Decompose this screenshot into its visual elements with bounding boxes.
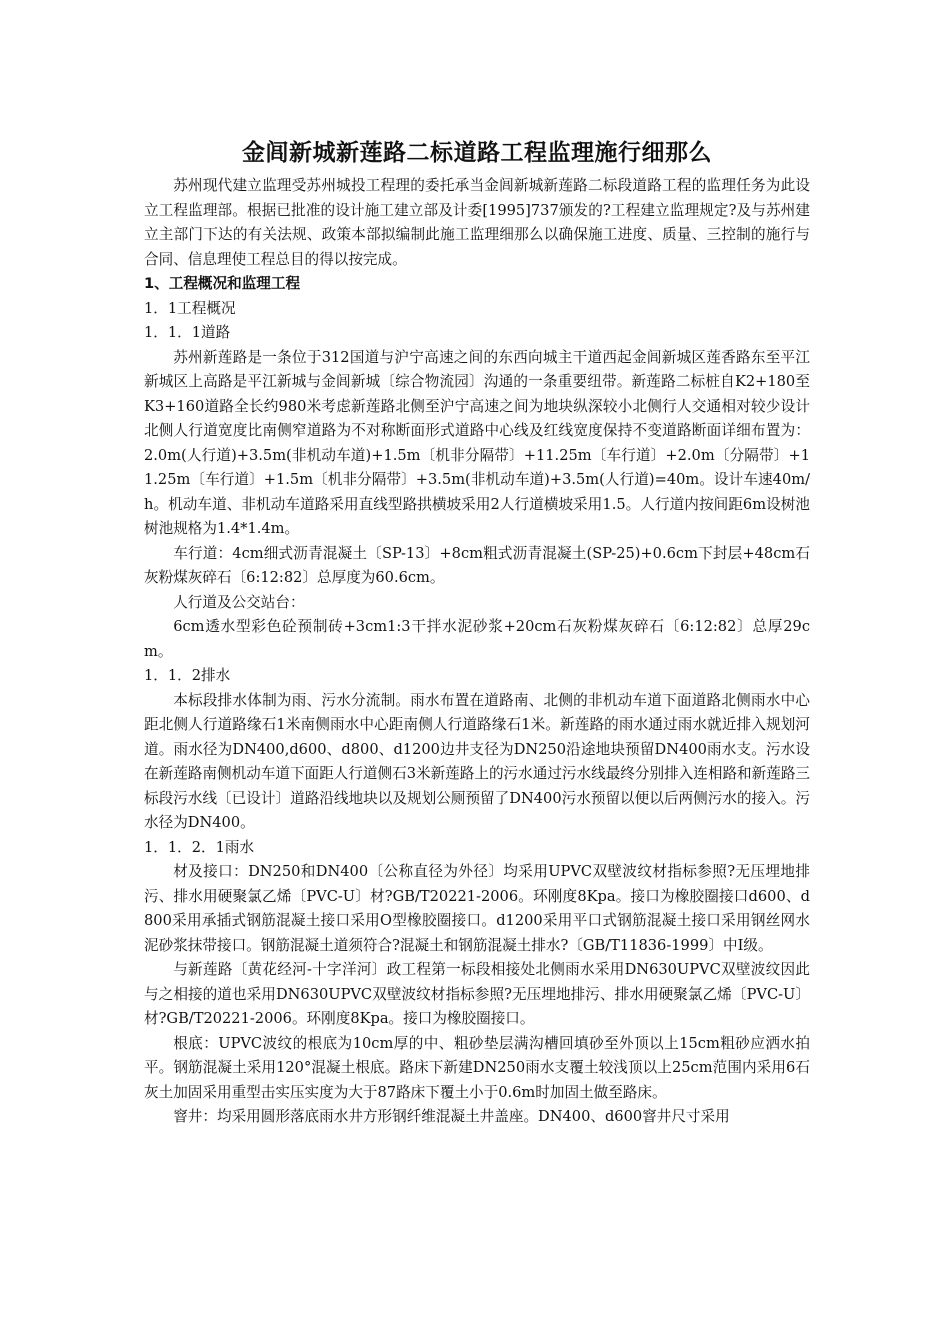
rainwater-paragraph-1: 材及接口：DN250和DN400〔公称直径为外径〕均采用UPVC双壁波纹材指标参照?无压埋地排污、排水用硬聚氯乙烯〔PVC-U〕材?GB/T20221-2006。环刚度8Kpa。接口为橡胶圈接口d600、d800采用承插式钢筋混凝土接口采用O型橡胶圈接口。d1200采用平口式钢筋混凝土接口采用钢丝网水泥砂浆抹带接口。钢筋混凝土道须符合?混凝土和钢筋混凝土排水?〔GB/T11836-1999〕中Ⅰ级。 <box>144 863 810 954</box>
drainage-paragraph-1: 本标段排水体制为雨、污水分流制。雨水布置在道路南、北侧的非机动车道下面道路北侧雨水中心距北侧人行道路缘石1米南侧雨水中心距南侧人行道路缘石1米。新莲路的雨水通过雨水就近排入规划河道。雨水径为DN400,d600、d800、d1200边井支径为DN250沿途地块预留DN400雨水支。污水设在新莲路南侧机动车道下面距人行道侧石3米新莲路上的污水通过污水线最终分别排入连相路和新莲路三标段污水线〔已设计〕道路沿线地块以及规划公厕预留了DN400污水预留以便以后两侧污水的接入。污水径为DN400。 <box>144 691 811 831</box>
section-heading-1-1: 1．1工程概况 <box>144 299 236 317</box>
rainwater-paragraph-4: 窨井：均采用圆形落底雨水井方形钢纤维混凝土井盖座。DN400、d600窨井尺寸采用 <box>173 1108 730 1125</box>
section-heading-1-1-1: 1．1．1道路 <box>144 324 231 341</box>
section-heading-1-1-2-1: 1．1．2．1雨水 <box>144 838 255 856</box>
intro-paragraph: 苏州现代建立监理受苏州城投工程理的委托承当金闾新城新莲路二标段道路工程的监理任务为此设立工程监理部。根据已批准的设计施工建立部及计委[1995]737颁发的?工程建立监理规定?及与苏州建立主部门下达的有关法规、政策本部拟编制此施工监理细那么以确保施工进度、质量、三控制的施行与合同、信息理使工程总目的得以按完成。 <box>144 177 810 268</box>
document-title: 金闾新城新莲路二标道路工程监理施行细那么 <box>242 140 712 166</box>
road-paragraph-4: 6cm透水型彩色砼预制砖+3cm1:3干拌水泥砂浆+20cm石灰粉煤灰碎石〔6:12:82〕总厚29cm。 <box>144 618 810 660</box>
road-paragraph-1: 苏州新莲路是一条位于312国道与沪宁高速之间的东西向城主干道西起金闾新城区莲香路东至平江新城区上高路是平江新城与金闾新城〔综合物流园〕沟通的一条重要纽带。新莲路二标桩自K2+180至K3+160道路全长约980米考虑新莲路北侧至沪宁高速之间为地块纵深较小北侧行人交通相对较少设计北侧人行道宽度比南侧窄道路为不对称断面形式道路中心线及红线宽度保持不变道路断面详细布置为：2.0m(人行道)+3.5m(非机动车道)+1.5m〔机非分隔带〕+11.25m〔车行道〕+2.0m〔分隔带〕+11.25m〔车行道〕+1.5m〔机非分隔带〕+3.5m(非机动车道)+3.5m(人行道)=40m。设计车速40m/h。机动车道、非机动车道路采用直线型路拱横坡采用2人行道横坡采用1.5。人行道内按间距6m设树池树池规格为1.4*1.4m。 <box>144 348 810 537</box>
road-paragraph-3: 人行道及公交站台： <box>173 593 305 611</box>
rainwater-paragraph-3: 根底：UPVC波纹的根底为10cm厚的中、粗砂垫层满沟槽回填砂至外顶以上15cm粗砂应洒水拍平。钢筋混凝土采用120°混凝土根底。路床下新建DN250雨水支覆土较浅顶以上25cm范围内采用6石灰土加固采用重型击实压实度为大于87路床下覆土小于0.6m时加固土做至路床。 <box>144 1034 810 1101</box>
rainwater-paragraph-2: 与新莲路〔黄花经河-十字洋河〕政工程第一标段相接处北侧雨水采用DN630UPVC双壁波纹因此与之相接的道也采用DN630UPVC双壁波纹材指标参照?无压埋地排污、排水用硬聚氯乙烯〔PVC-U〕材?GB/T20221-2006。环刚度8Kpa。接口为橡胶圈接口。 <box>144 961 810 1027</box>
road-paragraph-2: 车行道：4cm细式沥青混凝土〔SP-13〕+8cm粗式沥青混凝土(SP-25)+0.6cm下封层+48cm石灰粉煤灰碎石〔6:12:82〕总厚度为60.6cm。 <box>144 544 810 586</box>
section-heading-1: 1、工程概况和监理工程 <box>144 275 301 292</box>
section-heading-1-1-2: 1．1．2排水 <box>144 667 231 684</box>
document-body <box>144 138 810 1130</box>
